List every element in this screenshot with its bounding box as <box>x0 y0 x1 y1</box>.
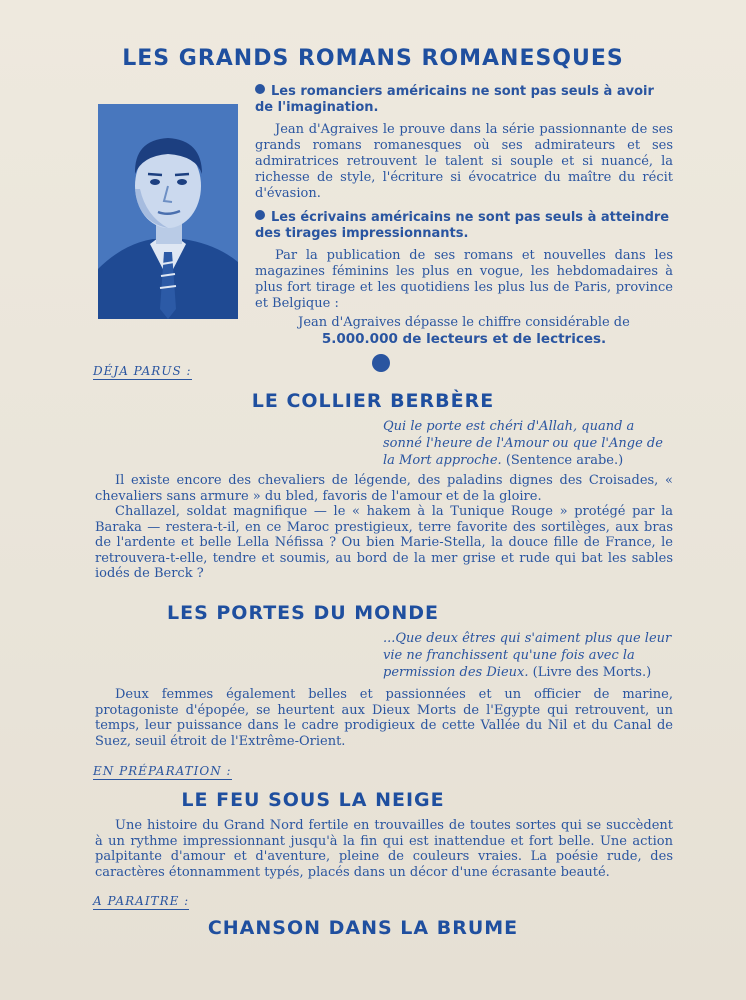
book-epigraph-1 <box>383 418 673 469</box>
book-epigraph-2 <box>383 630 673 681</box>
book-title-2: LES PORTES DU MONDE <box>166 602 439 624</box>
book-description-3 <box>95 818 673 880</box>
book-3-paragraph-1: Une histoire du Grand Nord fertile en trouvailles de toutes sortes qui se succèdent à un rythme impressionnant jusqu'à la fin qui est inattendue et fort belle. Une action palpitante d'amour et d'aventure, pleine de couleurs vraies. La poésie rude, des caractères étonnamment typés, placés dans un décor d'une écrasante beauté. <box>95 818 673 880</box>
book-epigraph-1-text: Qui le porte est chéri d'Allah, quand a sonné l'heure de l'Amour ou que l'Ange de la Mort approche. <box>383 419 663 468</box>
book-title-3: LE FEU SOUS LA NEIGE <box>181 789 445 811</box>
intro-paragraph-2: Par la publication de ses romans et nouvelles dans les magazines féminins les plus en vogue, les hebdomadaires à plus fort tirage et les quotidiens les plus lus de Paris, province et Belgique : <box>255 248 673 311</box>
intro-block <box>255 84 673 347</box>
page-title: LES GRANDS ROMANS ROMANESQUES <box>122 46 624 71</box>
intro-paragraph-3: Jean d'Agraives dépasse le chiffre considérable de <box>298 315 630 330</box>
label-en-preparation: EN PRÉPARATION : <box>93 764 232 778</box>
intro-bullet-2 <box>255 210 673 242</box>
book-description-2 <box>95 687 673 749</box>
portrait-image <box>98 104 238 319</box>
book-title-4: CHANSON DANS LA BRUME <box>207 917 519 939</box>
book-title-1: LE COLLIER BERBÈRE <box>251 390 495 412</box>
label-a-paraitre: A PARAITRE : <box>93 894 190 908</box>
book-2-paragraph-1: Deux femmes également belles et passionnées et un officier de marine, protagoniste d'épopée, se heurtent aux Dieux Morts de l'Egypte qui retrouvent, un temps, leur puissance dans le cadre prodigieux de cette Vallée du Nil et du Canal de Suez, seuil étroit de l'Extrême-Orient. <box>95 687 673 749</box>
book-1-paragraph-1: Il existe encore des chevaliers de légende, des paladins dignes des Croisades, « chevaliers sans armure » du bled, favoris de l'amour et de la gloire. <box>95 473 673 504</box>
intro-bullet-1 <box>255 84 673 116</box>
intro-paragraph-1: Jean d'Agraives le prouve dans la série passionnante de ses grands romans romanesques où ses admirateurs et ses admiratrices retrouvent le talent si souple et si nuancé, la richesse de style, l'écriture si évocatrice du maître du récit d'évasion. <box>255 122 673 201</box>
separator-dot-icon <box>372 354 390 372</box>
bullet-dot-icon <box>255 210 265 220</box>
label-deja-parus: DÉJA PARUS : <box>93 364 192 378</box>
book-epigraph-1-source: (Sentence arabe.) <box>505 453 624 468</box>
intro-bullet-2-text: Les écrivains américains ne sont pas seuls à atteindre des tirages impressionnants. <box>255 210 670 241</box>
book-epigraph-2-source: (Livre des Morts.) <box>532 665 652 680</box>
bullet-dot-icon <box>255 84 265 94</box>
book-1-paragraph-2: Challazel, soldat magnifique — le « hakem à la Tunique Rouge » protégé par la Baraka — restera-t-il, en ce Maroc prestigieux, terre favorite des sortilèges, aux bras de l'ardente et belle Lella Néfissa ? Ou bien Marie-Stella, la douce fille de France, le retrouvera-t-elle, tendre et soumis, au bord de la mer grise et rude qui bat les sables iodés de Berck ? <box>95 504 673 581</box>
intro-bullet-1-text: Les romanciers américains ne sont pas seuls à avoir de l'imagination. <box>255 84 654 115</box>
author-portrait <box>98 104 238 319</box>
book-description-1 <box>95 473 673 582</box>
book-epigraph-2-text: ...Que deux êtres qui s'aiment plus que leur vie ne franchissent qu'une fois avec la permission des Dieux. <box>383 631 672 680</box>
readers-count: 5.000.000 de lecteurs et de lectrices. <box>321 331 607 347</box>
